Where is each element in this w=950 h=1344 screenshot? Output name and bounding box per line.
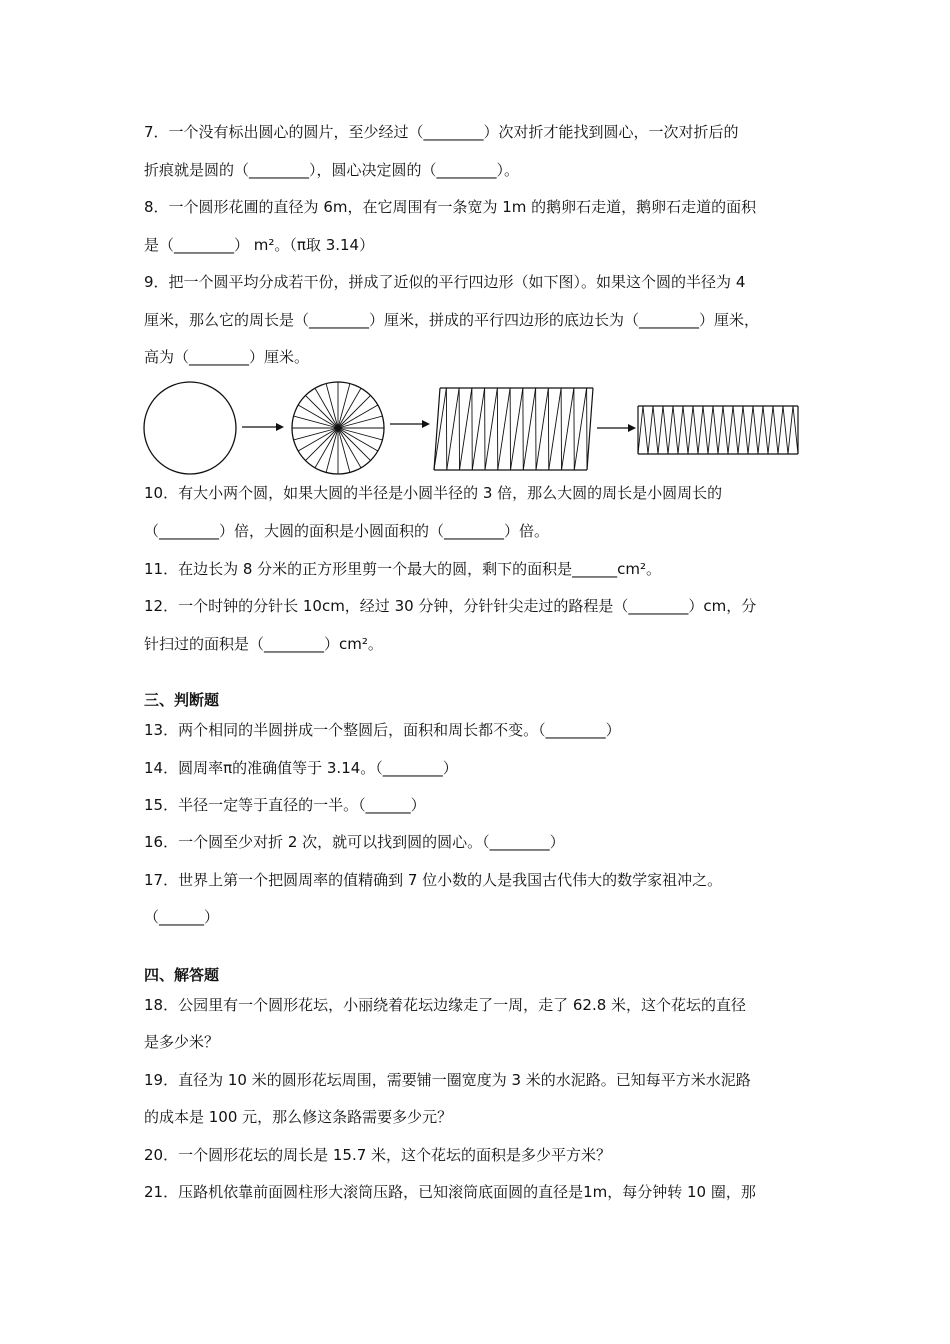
- q17-line-1: 17．世界上第一个把圆周率的值精确到 7 位小数的人是我国古代伟大的数学家祖冲之。: [144, 871, 723, 889]
- q18-line-2: 是多少米？: [144, 1033, 220, 1051]
- q20-line: 20．一个圆形花坛的周长是 15.7 米，这个花坛的面积是多少平方米？: [144, 1146, 612, 1164]
- q8-line-1: 8．一个圆形花圃的直径为 6m，在它周围有一条宽为 1m 的鹅卵石走道，鹅卵石走道的面积: [144, 198, 757, 216]
- parallelogram-fine: [638, 406, 798, 454]
- section-heading-judgement: 三、判断题: [144, 691, 220, 709]
- q18-line-1: 18．公园里有一个圆形花坛，小丽绕着花坛边缘走了一周，走了 62.8 米，这个花坛的直径: [144, 996, 747, 1014]
- q14-line: 14．圆周率π的准确值等于 3.14。（________）: [144, 759, 458, 777]
- q10-line-1: 10．有大小两个圆，如果大圆的半径是小圆半径的 3 倍，那么大圆的周长是小圆周长的: [144, 484, 723, 502]
- plain-circle: [144, 382, 236, 474]
- q19-line-2: 的成本是 100 元，那么修这条路需要多少元？: [144, 1108, 453, 1126]
- arrow-3: [597, 424, 636, 432]
- q9-line-2: 厘米，那么它的周长是（________）厘米，拼成的平行四边形的底边长为（________）厘米，: [144, 311, 760, 329]
- q7-line-2: 折痕就是圆的（________），圆心决定圆的（________）。: [144, 161, 520, 179]
- q19-line-1: 19．直径为 10 米的圆形花坛周围，需要铺一圈宽度为 3 米的水泥路。已知每平方米水泥路: [144, 1071, 751, 1089]
- q17-line-2: （______）: [144, 908, 220, 926]
- q13-line: 13．两个相同的半圆拼成一个整圆后，面积和周长都不变。（________）: [144, 721, 621, 739]
- section-heading-answer: 四、解答题: [144, 966, 220, 984]
- q12-line-1: 12．一个时钟的分针长 10cm，经过 30 分钟，分针针尖走过的路程是（________）cm，分: [144, 597, 757, 615]
- q7-line-1: 7．一个没有标出圆心的圆片，至少经过（________）次对折才能找到圆心，一次对折后的: [144, 123, 739, 141]
- q15-line: 15．半径一定等于直径的一半。（______）: [144, 796, 426, 814]
- q9-line-1: 9．把一个圆平均分成若干份，拼成了近似的平行四边形（如下图）。如果这个圆的半径为 4: [144, 273, 746, 291]
- parallelogram-coarse: [434, 388, 593, 470]
- q21-line-1: 21．压路机依靠前面圆柱形大滚筒压路，已知滚筒底面圆的直径是1m，每分钟转 10 圈，那: [144, 1183, 756, 1201]
- circle-to-parallelogram-figure: [142, 380, 802, 476]
- q11-line-1: 11．在边长为 8 分米的正方形里剪一个最大的圆，剩下的面积是______cm²。: [144, 560, 662, 578]
- sectored-circle: [292, 382, 384, 474]
- q9-line-3: 高为（________）厘米。: [144, 348, 310, 366]
- q8-line-2: 是（________） m²。（π取 3.14）: [144, 236, 375, 254]
- arrow-1: [242, 423, 284, 431]
- q10-line-2: （________）倍，大圆的面积是小圆面积的（________）倍。: [144, 522, 550, 540]
- q12-line-2: 针扫过的面积是（________）cm²。: [144, 635, 383, 653]
- q16-line: 16．一个圆至少对折 2 次，就可以找到圆的圆心。（________）: [144, 833, 565, 851]
- arrow-2: [390, 420, 430, 428]
